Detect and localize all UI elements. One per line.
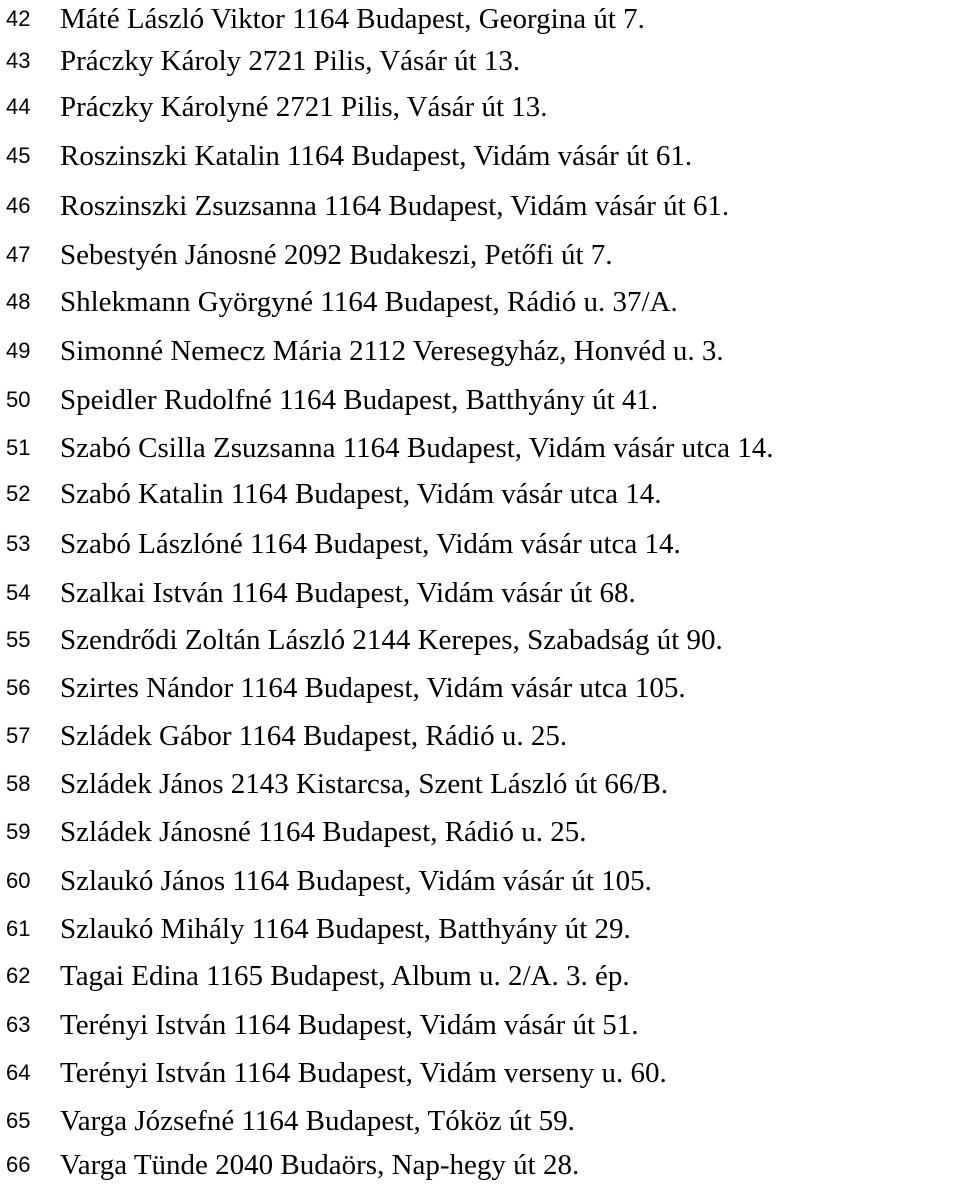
item-number: 59	[6, 819, 31, 844]
item-text: Szirtes Nándor 1164 Budapest, Vidám vásár utca 105.	[60, 672, 686, 704]
list-item	[0, 809, 960, 855]
item-number: 64	[6, 1060, 31, 1085]
list-item	[0, 0, 960, 42]
item-number: 58	[6, 771, 31, 796]
item-text: Tagai Edina 1165 Budapest, Album u. 2/A. 3. ép.	[60, 960, 630, 992]
list-item	[0, 953, 960, 999]
list-item	[0, 1050, 960, 1096]
item-number: 51	[6, 435, 31, 460]
list-item	[0, 761, 960, 807]
item-number: 42	[6, 6, 31, 31]
item-number: 63	[6, 1012, 31, 1037]
list-item	[0, 906, 960, 952]
list-item	[0, 858, 960, 904]
item-text: Práczky Károlyné 2721 Pilis, Vásár út 13.	[60, 91, 548, 123]
item-number: 49	[6, 338, 31, 363]
item-number: 44	[6, 94, 31, 119]
list-item	[0, 471, 960, 517]
item-text: Szládek Gábor 1164 Budapest, Rádió u. 25.	[60, 720, 568, 752]
list-item	[0, 1002, 960, 1048]
item-text: Simonné Nemecz Mária 2112 Veresegyház, Honvéd u. 3.	[60, 335, 724, 367]
list-item	[0, 1098, 960, 1144]
item-number: 56	[6, 675, 31, 700]
item-text: Szalkai István 1164 Budapest, Vidám vásár út 68.	[60, 577, 636, 609]
item-number: 65	[6, 1108, 31, 1133]
list-item	[0, 38, 960, 84]
item-number: 48	[6, 289, 31, 314]
item-number: 50	[6, 387, 31, 412]
list-item	[0, 713, 960, 759]
item-text: Terényi István 1164 Budapest, Vidám vásár út 51.	[60, 1009, 639, 1041]
item-text: Szlaukó János 1164 Budapest, Vidám vásár út 105.	[60, 865, 652, 897]
list-item	[0, 232, 960, 278]
item-number: 60	[6, 868, 31, 893]
item-text: Sebestyén Jánosné 2092 Budakeszi, Petőfi út 7.	[60, 239, 613, 271]
item-number: 46	[6, 193, 31, 218]
item-text: Szabó Katalin 1164 Budapest, Vidám vásár utca 14.	[60, 478, 662, 510]
item-number: 61	[6, 916, 31, 941]
item-text: Varga Tünde 2040 Budaörs, Nap-hegy út 28.	[60, 1149, 580, 1181]
list-item	[0, 425, 960, 471]
list-item	[0, 665, 960, 711]
list-item	[0, 84, 960, 130]
list-item	[0, 377, 960, 423]
list-item	[0, 133, 960, 179]
item-text: Szládek János 2143 Kistarcsa, Szent László út 66/B.	[60, 768, 669, 800]
item-number: 54	[6, 580, 31, 605]
item-text: Speidler Rudolfné 1164 Budapest, Batthyány út 41.	[60, 384, 659, 416]
item-text: Máté László Viktor 1164 Budapest, Georgina út 7.	[60, 3, 645, 35]
item-number: 55	[6, 627, 31, 652]
item-text: Terényi István 1164 Budapest, Vidám verseny u. 60.	[60, 1057, 667, 1089]
list-item	[0, 183, 960, 229]
list-item	[0, 279, 960, 325]
item-text: Szendrődi Zoltán László 2144 Kerepes, Szabadság út 90.	[60, 624, 723, 656]
item-number: 62	[6, 963, 31, 988]
list-item	[0, 1142, 960, 1188]
list-item	[0, 617, 960, 663]
item-text: Szládek Jánosné 1164 Budapest, Rádió u. 25.	[60, 816, 587, 848]
item-number: 45	[6, 143, 31, 168]
item-number: 47	[6, 242, 31, 267]
item-text: Shlekmann Györgyné 1164 Budapest, Rádió u. 37/A.	[60, 286, 678, 318]
item-number: 66	[6, 1152, 31, 1177]
item-number: 53	[6, 531, 31, 556]
item-text: Szabó Csilla Zsuzsanna 1164 Budapest, Vidám vásár utca 14.	[60, 432, 774, 464]
item-text: Roszinszki Katalin 1164 Budapest, Vidám vásár út 61.	[60, 140, 693, 172]
item-number: 52	[6, 481, 31, 506]
item-text: Roszinszki Zsuzsanna 1164 Budapest, Vidám vásár út 61.	[60, 190, 730, 222]
item-text: Práczky Károly 2721 Pilis, Vásár út 13.	[60, 45, 521, 77]
list-item	[0, 328, 960, 374]
item-text: Varga Józsefné 1164 Budapest, Tóköz út 59.	[60, 1105, 575, 1137]
item-number: 57	[6, 723, 31, 748]
item-text: Szabó Lászlóné 1164 Budapest, Vidám vásár utca 14.	[60, 528, 681, 560]
list-item	[0, 521, 960, 567]
item-text: Szlaukó Mihály 1164 Budapest, Batthyány út 29.	[60, 913, 631, 945]
item-number: 43	[6, 48, 31, 73]
list-item	[0, 570, 960, 616]
